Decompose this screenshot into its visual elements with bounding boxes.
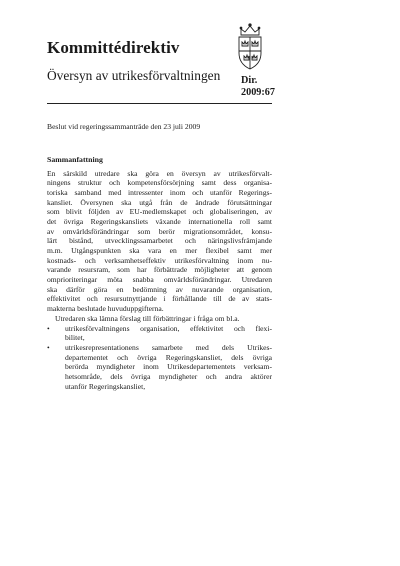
bullet-line: utrikesrepresentationens samarbete med dels Utrikes-: [65, 342, 272, 352]
paragraph-line: varande resursram, som har förbättrade möjligheter att genom: [47, 265, 272, 275]
paragraph-line: ningens struktur och kompetensförsörjning samt dess organisa-: [47, 178, 272, 188]
paragraph-line: som blivit följden av EU-medlemskapet och globaliseringen, av: [47, 207, 272, 217]
summary-heading: Sammanfattning: [47, 155, 103, 164]
paragraph-line: lärt bistånd, utvecklingssamarbetet och näringslivsfrämjande: [47, 236, 272, 246]
directive-number: 2009:67: [241, 87, 275, 98]
paragraph-line: det övriga Regeringskansliets växande internationella roll samt: [47, 216, 272, 226]
paragraph-line: makterna beslutade huvuduppgifterna.: [47, 304, 164, 314]
bullet-symbol: •: [47, 342, 50, 352]
bullet-line: utrikesförvaltningens organisation, effektivitet och flexi-: [65, 323, 272, 333]
bullet-line: departementet och övriga Regeringskansliet, dels övriga: [65, 352, 272, 362]
bullet-line: utanför Regeringskansliet,: [65, 381, 146, 391]
paragraph-line: omprioriteringar möta snabba omvärldsförändringar. Utredaren: [47, 275, 272, 285]
coat-of-arms-logo: [232, 22, 268, 72]
directive-label: Dir.: [241, 75, 258, 86]
paragraph-line: En särskild utredare ska göra en översyn av utrikesförvalt-: [47, 168, 272, 178]
header-divider: [47, 103, 272, 104]
paragraph-intro: Utredaren ska lämna förslag till förbättringar i fråga om bl.a.: [55, 313, 240, 323]
paragraph-line: m.m. Utgångspunkten ska vara en mer flexibel samt mer: [47, 246, 272, 255]
bullet-item: [47, 324, 272, 334]
paragraph-line: toriska samband med intressenter inom och utanför Regerings-: [47, 187, 272, 197]
paragraph-line: kostnads- och verksamhetseffektiv utrikesförvaltning inom nu-: [47, 255, 272, 265]
bullet-line: bilitet,: [65, 333, 85, 343]
bullet-line: hetsområde, dels övriga myndigheter och andra aktörer: [65, 371, 272, 381]
paragraph-line: effektivitet och resursutnyttjande i förhållande till de av stats-: [47, 294, 272, 304]
bullet-line: berörda myndigheter inom Utrikesdepartementets verksam-: [65, 362, 272, 372]
document-title: Kommittédirektiv: [47, 38, 180, 57]
paragraph-line: av omvärldsförändringar som berör migrationsområdet, konsu-: [47, 226, 272, 236]
summary-body: [47, 169, 272, 392]
decision-date-line: Beslut vid regeringssammanträde den 23 juli 2009: [47, 122, 201, 131]
document-subtitle: Översyn av utrikesförvaltningen: [47, 68, 221, 83]
directive-reference: [241, 75, 275, 99]
bullet-item: [47, 343, 272, 353]
bullet-symbol: •: [47, 323, 50, 333]
paragraph-line: ska därför göra en bedömning av nuvarande organisation,: [47, 284, 272, 294]
paragraph-line: kansliet. Översynen ska utgå från de ändrade förutsättningar: [47, 197, 272, 207]
